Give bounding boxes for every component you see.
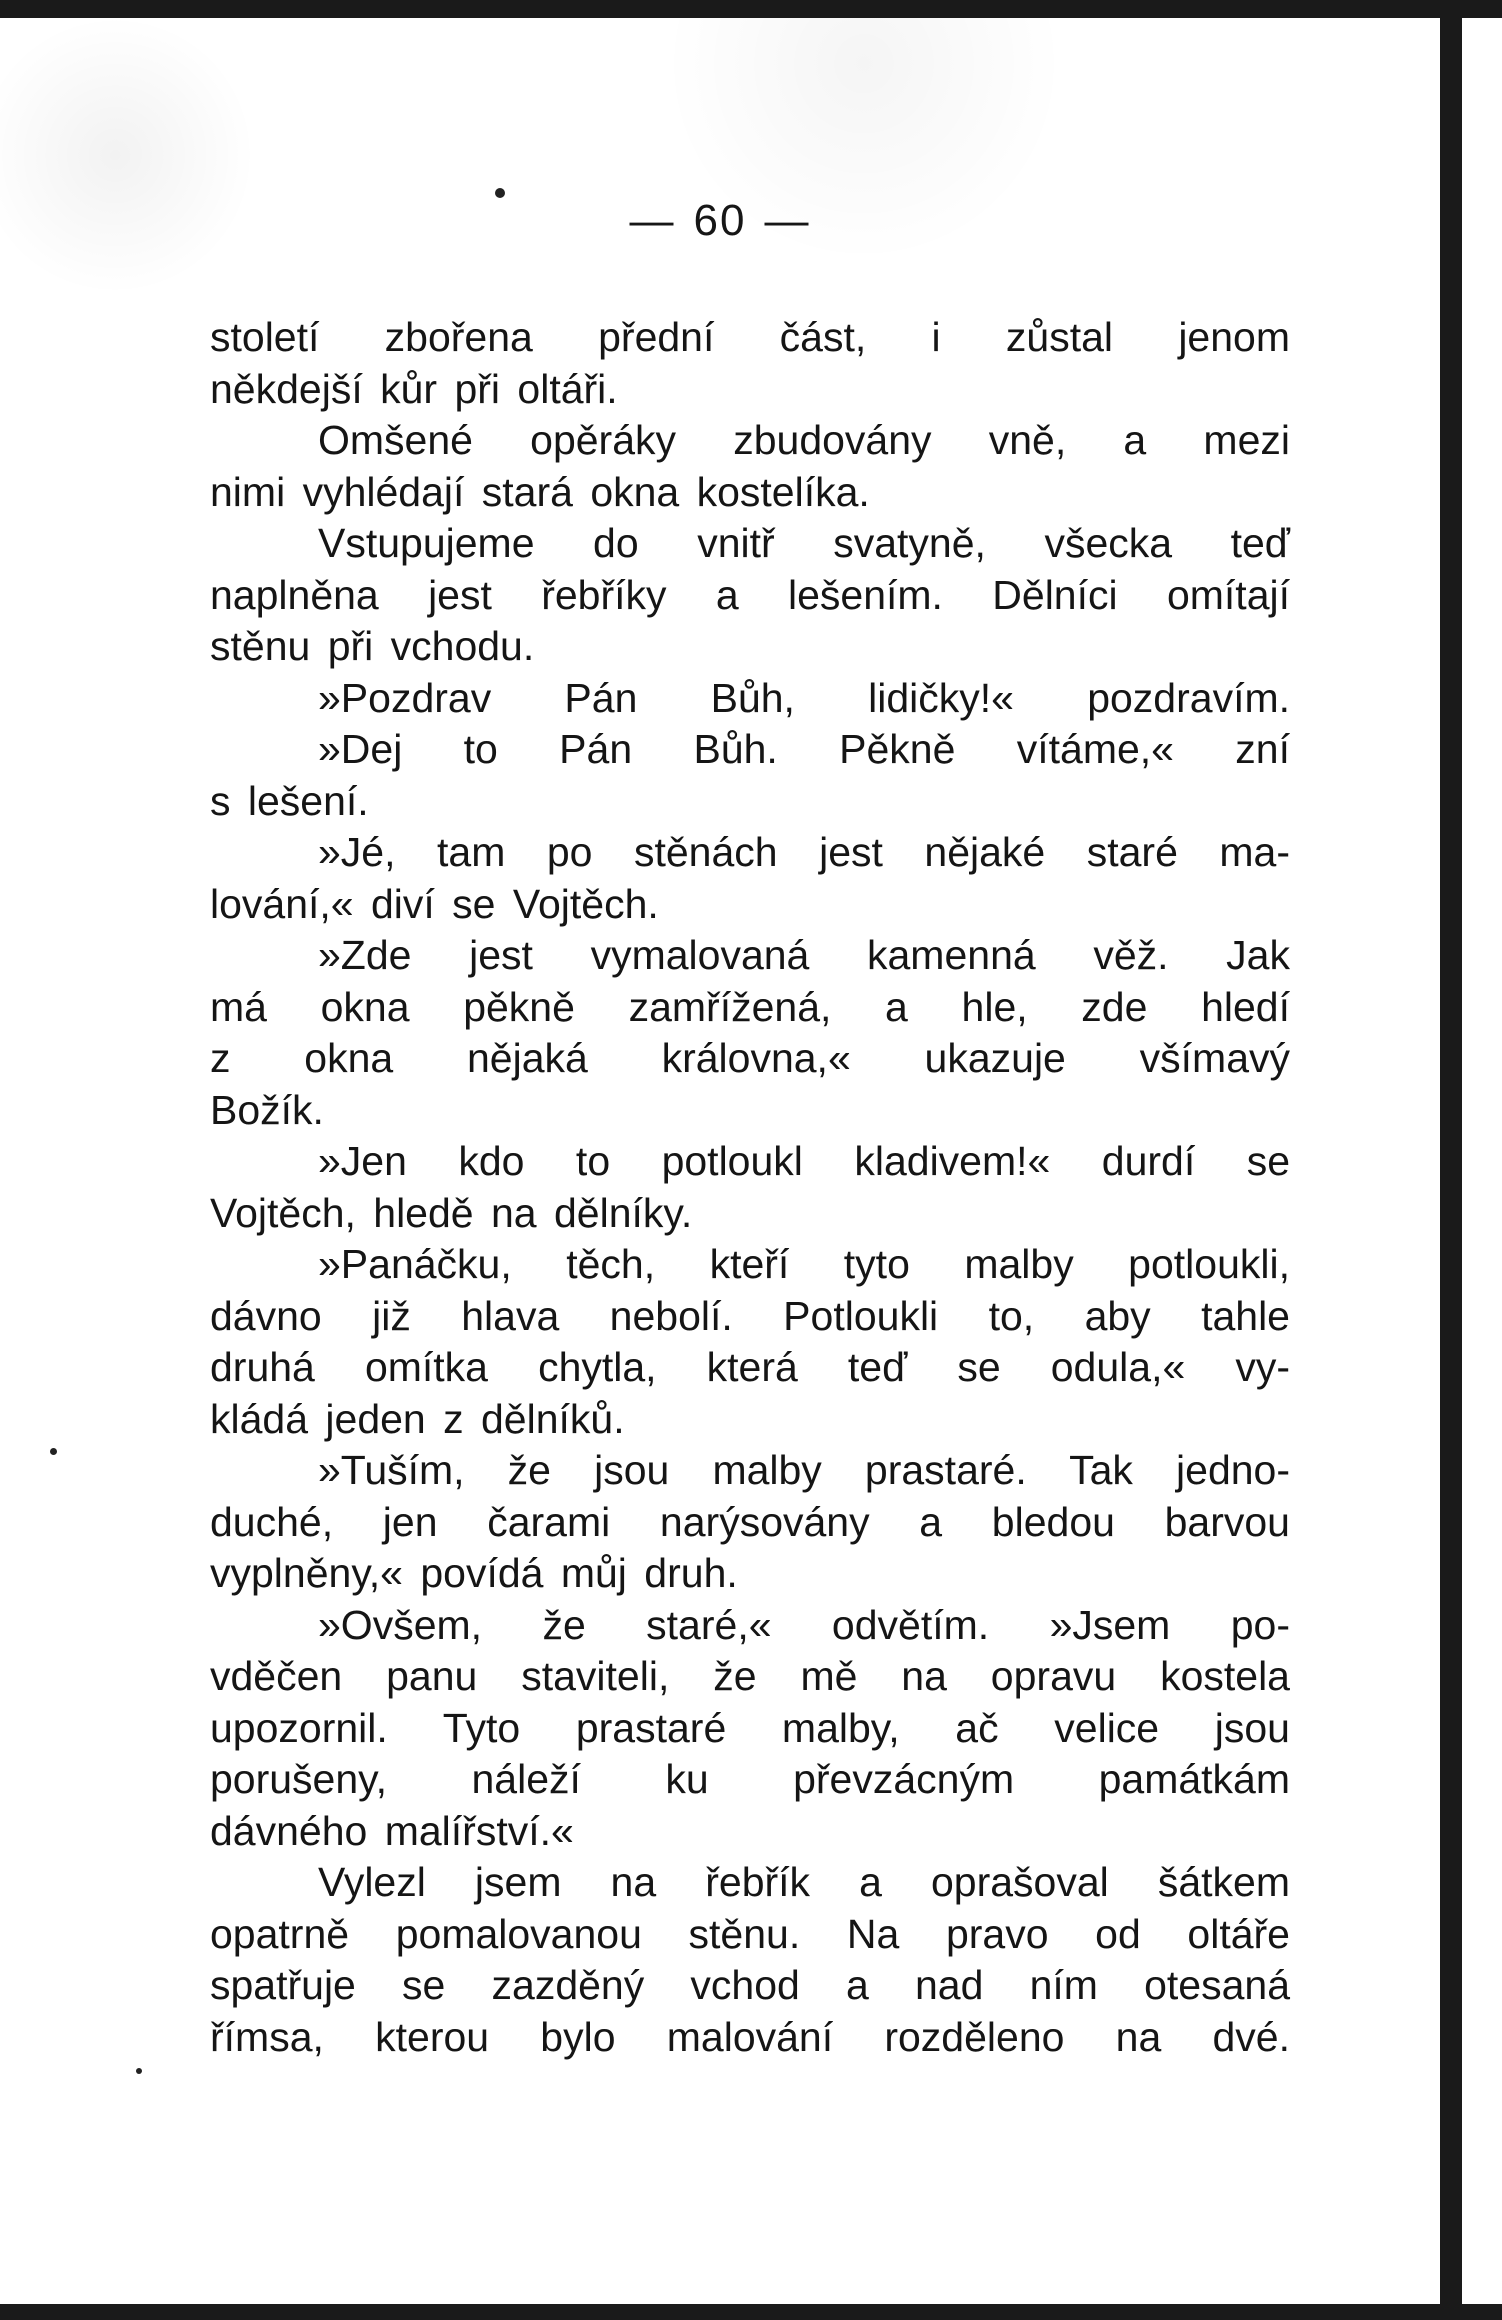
paragraph-1 — [210, 312, 1290, 415]
text-line: z okna nějaká královna,« ukazuje všímavý — [210, 1035, 1290, 1081]
text-line: římsa, kterou bylo malování rozděleno na dvé. — [210, 2013, 1290, 2060]
adjacent-page-edge — [1462, 18, 1502, 2304]
text-line: někdejší kůr při oltáři. — [210, 365, 618, 412]
page-number-dash-right: — — [764, 196, 811, 245]
ink-speck — [495, 188, 505, 198]
text-line: Božík. — [210, 1086, 324, 1133]
paragraph-7 — [210, 930, 1290, 1136]
text-line: opatrně pomalovanou stěnu. Na pravo od oltáře — [210, 1910, 1290, 1957]
paragraph-2 — [210, 415, 1290, 518]
text-line: druhá omítka chytla, která teď se odula,« vy- — [210, 1344, 1290, 1390]
paragraph-12 — [210, 1857, 1290, 2063]
text-line: »Pozdrav Pán Bůh, lidičky!« pozdravím. — [318, 674, 1290, 721]
text-line: stěnu při vchodu. — [210, 623, 535, 669]
text-line: »Jé, tam po stěnách jest nějaké staré ma- — [318, 829, 1290, 875]
text-line: Vojtěch, hledě na dělníky. — [210, 1189, 693, 1236]
text-line: vyplněny,« povídá můj druh. — [210, 1550, 738, 1596]
text-line: dávného malířství.« — [210, 1807, 574, 1854]
text-line: spatřuje se zazděný vchod a nad ním otesaná — [210, 1962, 1290, 2008]
text-line: »Tuším, že jsou malby prastaré. Tak jedno- — [318, 1447, 1290, 1493]
text-line: »Ovšem, že staré,« odvětím. »Jsem po- — [318, 1601, 1290, 1648]
paragraph-3 — [210, 518, 1290, 673]
page-number-dash-left: — — [629, 196, 676, 245]
paragraph-5 — [210, 724, 1290, 827]
ink-speck — [50, 1448, 57, 1455]
text-line: s lešení. — [210, 777, 369, 824]
page-number-header — [0, 196, 1440, 246]
text-line: dávno již hlava nebolí. Potloukli to, aby tahle — [210, 1292, 1290, 1339]
page-number: 60 — [693, 196, 747, 245]
text-line: vděčen panu staviteli, že mě na opravu kostela — [210, 1653, 1290, 1699]
text-line: kládá jeden z dělníků. — [210, 1395, 625, 1442]
text-line: upozornil. Tyto prastaré malby, ač velice jsou — [210, 1704, 1290, 1751]
body-text — [210, 312, 1290, 2063]
text-line: nimi vyhlédají stará okna kostelíka. — [210, 468, 870, 515]
text-line: má okna pěkně zamřížená, a hle, zde hledí — [210, 983, 1290, 1030]
paragraph-8 — [210, 1136, 1290, 1239]
text-line: století zbořena přední část, i zůstal jenom — [210, 314, 1290, 360]
text-line: lování,« diví se Vojtěch. — [210, 880, 659, 927]
text-line: »Zde jest vymalovaná kamenná věž. Jak — [318, 932, 1290, 978]
text-line: Omšené opěráky zbudovány vně, a mezi — [318, 417, 1290, 463]
text-line: porušeny, náleží ku převzácným památkám — [210, 1756, 1290, 1802]
paragraph-6 — [210, 827, 1290, 930]
text-line: »Jen kdo to potloukl kladivem!« durdí se — [318, 1138, 1290, 1184]
paragraph-10 — [210, 1445, 1290, 1600]
text-line: naplněna jest řebříky a lešením. Dělníci omítají — [210, 571, 1290, 618]
paragraph-4 — [210, 673, 1290, 725]
ink-speck — [136, 2068, 142, 2074]
text-line: duché, jen čarami narýsovány a bledou barvou — [210, 1498, 1290, 1545]
paragraph-11 — [210, 1600, 1290, 1858]
text-line: »Dej to Pán Bůh. Pěkně vítáme,« zní — [318, 726, 1290, 772]
text-line: »Panáčku, těch, kteří tyto malby potloukli, — [318, 1241, 1290, 1287]
text-line: Vylezl jsem na řebřík a oprašoval šátkem — [318, 1859, 1290, 1905]
paragraph-9 — [210, 1239, 1290, 1445]
paper-sheet — [0, 18, 1440, 2304]
text-line: Vstupujeme do vnitř svatyně, všecka teď — [318, 520, 1290, 566]
